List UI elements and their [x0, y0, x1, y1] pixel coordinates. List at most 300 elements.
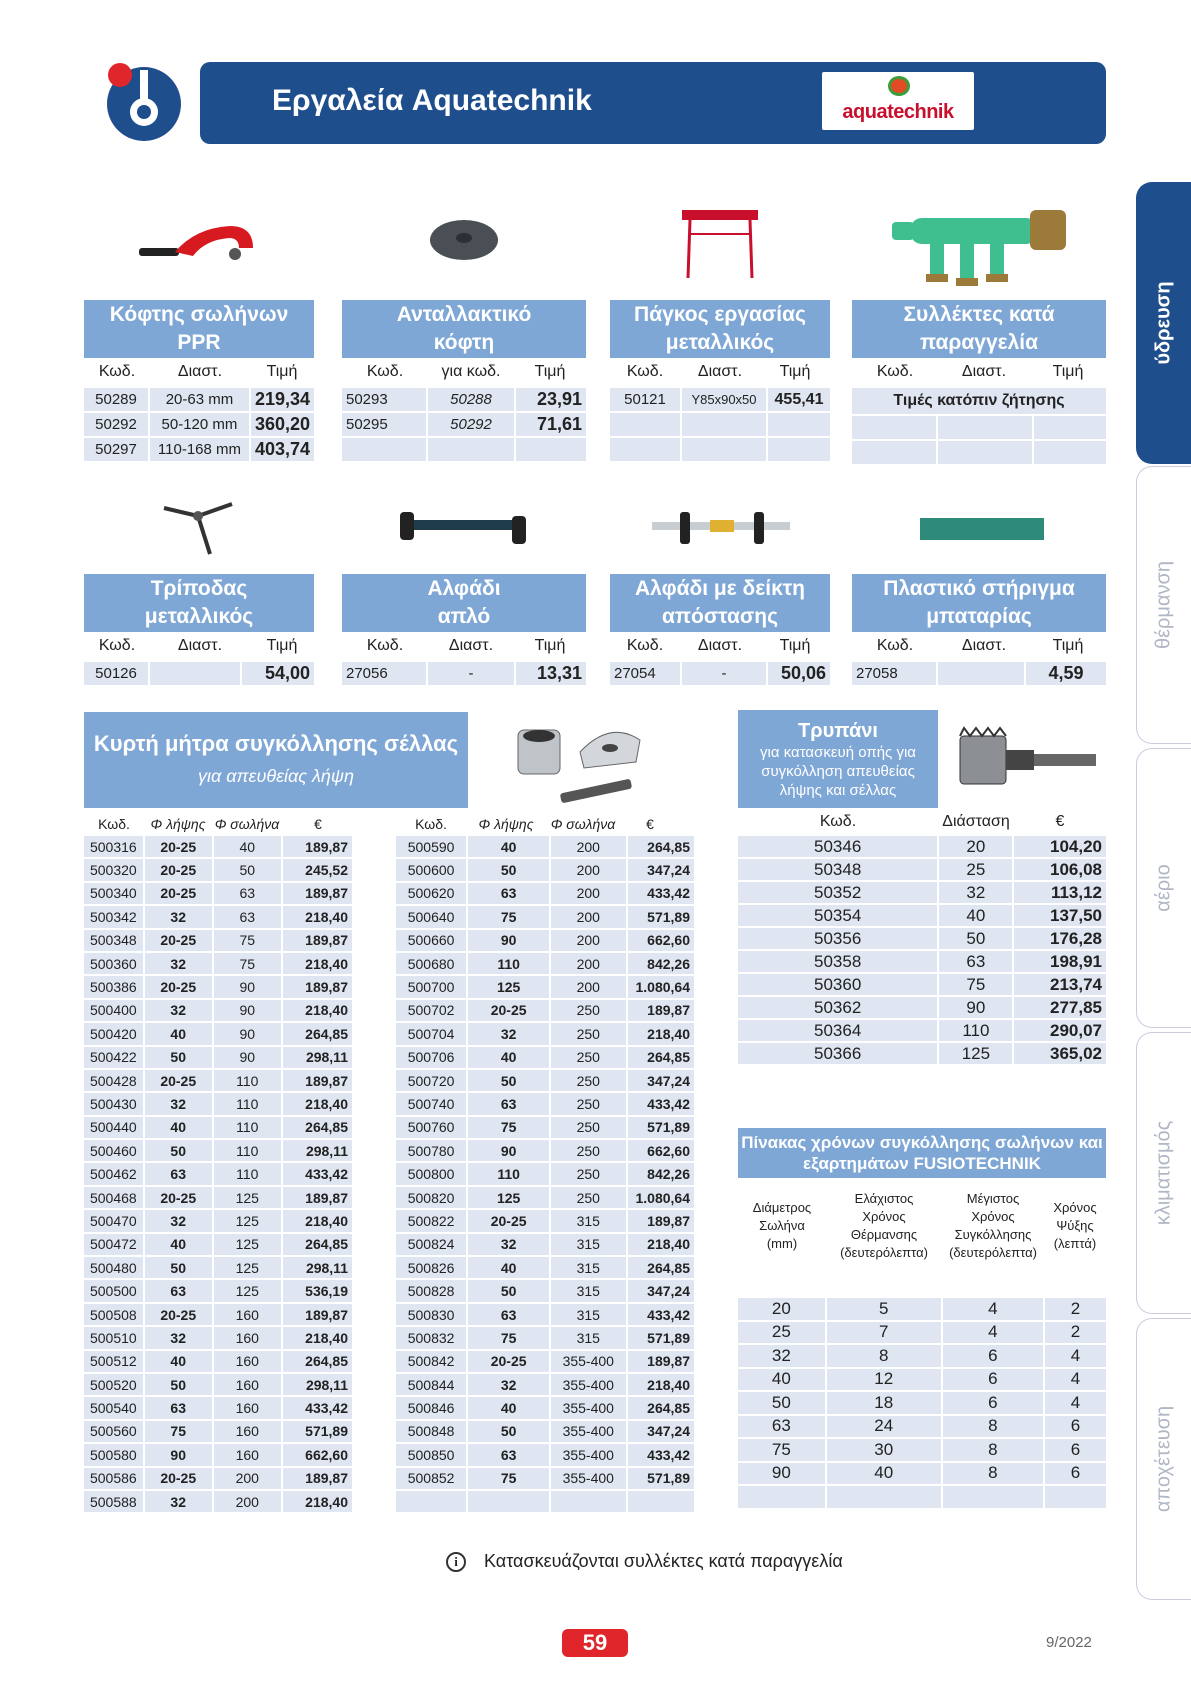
table-cell: 433,42 [628, 1444, 695, 1465]
table-cell: 500320 [84, 859, 143, 880]
table-cell: 1.080,64 [628, 976, 695, 997]
table-cell: 110 [214, 1117, 281, 1138]
drill-table [736, 834, 1108, 1066]
table-cell: 571,89 [283, 1421, 352, 1442]
table-cell: 50 [468, 1070, 549, 1091]
table-cell: 500590 [396, 836, 466, 857]
table-cell: 500832 [396, 1327, 466, 1348]
table-cell: 315 [551, 1304, 625, 1325]
table-cell: 20-25 [145, 883, 212, 904]
table-cell: 433,42 [628, 883, 695, 904]
table-cell: 500844 [396, 1374, 466, 1395]
tab-apoxeteusi[interactable]: αποχέτευση [1136, 1318, 1191, 1600]
table-cell: 4 [943, 1298, 1043, 1320]
table-cell: 500824 [396, 1234, 466, 1255]
table-cell: 200 [551, 953, 625, 974]
table-cell [1034, 441, 1106, 464]
table-cell: 160 [214, 1397, 281, 1418]
table-cell: 32 [468, 1023, 549, 1044]
table-cell: 189,87 [283, 930, 352, 951]
table-row [396, 1070, 694, 1091]
table-row [738, 836, 1106, 857]
table-row [610, 413, 830, 436]
table-row [396, 836, 694, 857]
table-cell: 20-25 [145, 836, 212, 857]
price-on-request: Τιμές κατόπιν ζήτησης [852, 388, 1106, 414]
saddle-right-headers: Κωδ. Φ λήψης Φ σωλήνα € [415, 816, 654, 832]
table-cell: 110 [214, 1093, 281, 1114]
tab-klimatismos[interactable]: κλιματισμός [1136, 1032, 1191, 1314]
table-row [84, 1374, 352, 1395]
table-cell: 50 [468, 1421, 549, 1442]
table-row [396, 1351, 694, 1372]
table-cell: 6 [1045, 1439, 1106, 1461]
table-cell: 500846 [396, 1397, 466, 1418]
table-cell: 500822 [396, 1210, 466, 1231]
table-row [84, 388, 314, 411]
table-cell [943, 1486, 1043, 1508]
table-cell: 40 [827, 1463, 941, 1485]
table-cell: 218,40 [283, 1210, 352, 1231]
table-cell: 500540 [84, 1397, 143, 1418]
table-cell: 200 [551, 859, 625, 880]
table-row [84, 1047, 352, 1068]
table-cell: 500520 [84, 1374, 143, 1395]
info-icon: i [446, 1552, 466, 1572]
table-cell: 160 [214, 1351, 281, 1372]
footer-note: Κατασκευάζονται συλλέκτες κατά παραγγελία [484, 1551, 843, 1571]
spirit-level-image [398, 510, 528, 546]
tab-thermansi[interactable]: θέρμανση [1136, 466, 1191, 744]
table-cell: 500848 [396, 1421, 466, 1442]
table-cell: 75 [468, 1117, 549, 1138]
table-row [84, 1327, 352, 1348]
table-row [738, 859, 1106, 880]
table-row [738, 1043, 1106, 1064]
table-row [84, 1117, 352, 1138]
table-cell: 198,91 [1014, 951, 1106, 972]
table-cell: 75 [214, 953, 281, 974]
table-cell: - [682, 662, 766, 685]
table-cell: 8 [943, 1439, 1043, 1461]
table-cell: 6 [943, 1392, 1043, 1414]
table-cell: 298,11 [283, 1140, 352, 1161]
table-cell: 355-400 [551, 1468, 625, 1489]
table-cell: 125 [939, 1043, 1012, 1064]
table-cell: 500360 [84, 953, 143, 974]
table-cell: - [428, 662, 514, 685]
table-row [84, 953, 352, 974]
table-row [396, 1163, 694, 1184]
table-cell: 113,12 [1014, 882, 1106, 903]
table-cell [428, 438, 514, 461]
price-table [82, 386, 316, 463]
table-cell: 40 [145, 1234, 212, 1255]
table-cell: 160 [214, 1421, 281, 1442]
table-cell [468, 1491, 549, 1512]
table-cell [852, 441, 936, 464]
table-row [738, 882, 1106, 903]
table-cell: 90 [214, 1023, 281, 1044]
table-row [84, 1163, 352, 1184]
table-cell: 13,31 [516, 662, 586, 685]
table-cell: 455,41 [768, 388, 830, 411]
table-cell: 40 [468, 1047, 549, 1068]
table-row [396, 1234, 694, 1255]
table-cell: 90 [145, 1444, 212, 1465]
pipe-cutter-image [135, 210, 260, 270]
hole-saw-image [950, 722, 1100, 798]
table-cell: 500462 [84, 1163, 143, 1184]
product-title: Ανταλλακτικό κόφτη [342, 300, 586, 358]
table-cell: 298,11 [283, 1257, 352, 1278]
table-cell: 63 [214, 883, 281, 904]
table-cell: 110 [214, 1163, 281, 1184]
table-cell: 4 [1045, 1392, 1106, 1414]
table-cell: 500430 [84, 1093, 143, 1114]
table-cell: 298,11 [283, 1047, 352, 1068]
table-cell: 218,40 [628, 1234, 695, 1255]
table-cell: 500560 [84, 1421, 143, 1442]
table-cell: 75 [468, 1327, 549, 1348]
table-cell: 571,89 [628, 1117, 695, 1138]
table-cell: 32 [145, 953, 212, 974]
table-row [84, 1468, 352, 1489]
product-cutter-blade [342, 300, 586, 463]
table-cell: 63 [145, 1163, 212, 1184]
table-cell: 20-25 [145, 859, 212, 880]
table-cell: 189,87 [283, 1070, 352, 1091]
table-cell: 4 [1045, 1345, 1106, 1367]
table-row [738, 1416, 1106, 1438]
table-cell: 63 [145, 1280, 212, 1301]
table-row [396, 1304, 694, 1325]
table-cell: 571,89 [628, 906, 695, 927]
table-cell: 50121 [610, 388, 680, 411]
table-row [396, 1327, 694, 1348]
table-cell: 500440 [84, 1117, 143, 1138]
table-cell: 355-400 [551, 1444, 625, 1465]
table-cell: 75 [214, 930, 281, 951]
product-tripod: Τρίποδας μεταλλικός Κωδ. Διαστ. Τιμή 50126 54,00 [84, 574, 314, 687]
brand-logo: aquatechnik [822, 72, 974, 130]
table-cell: 500830 [396, 1304, 466, 1325]
table-cell: 63 [214, 906, 281, 927]
column-headers: Κωδ. για κωδ. Τιμή [366, 363, 566, 380]
table-cell: 110 [214, 1070, 281, 1091]
table-row [396, 1491, 694, 1512]
table-row [84, 1070, 352, 1091]
table-cell: 110 [214, 1140, 281, 1161]
table-cell: 40 [738, 1369, 825, 1391]
tab-ydreusi[interactable]: ύδρευση [1136, 182, 1191, 464]
table-cell: 50292 [84, 413, 148, 436]
table-row [84, 438, 314, 461]
table-row [84, 1351, 352, 1372]
table-cell [682, 413, 766, 436]
table-cell: 500342 [84, 906, 143, 927]
table-row [738, 1486, 1106, 1508]
table-cell: 500468 [84, 1187, 143, 1208]
table-row [738, 1298, 1106, 1320]
table-cell: 245,52 [283, 859, 352, 880]
table-row [84, 859, 352, 880]
table-cell: 500512 [84, 1351, 143, 1372]
table-cell: 125 [468, 1187, 549, 1208]
table-cell: 20-25 [145, 1304, 212, 1325]
table-cell: 6 [943, 1369, 1043, 1391]
product-manifold [852, 300, 1106, 466]
table-cell: 500422 [84, 1047, 143, 1068]
table-cell: 125 [214, 1280, 281, 1301]
table-cell: 842,26 [628, 953, 695, 974]
table-row [396, 1047, 694, 1068]
table-cell: 4 [1045, 1369, 1106, 1391]
table-row [396, 1210, 694, 1231]
table-cell: 189,87 [283, 1187, 352, 1208]
table-row [396, 1117, 694, 1138]
table-cell: 355-400 [551, 1397, 625, 1418]
table-row [342, 662, 586, 685]
table-cell: 110 [468, 953, 549, 974]
table-cell: 50346 [738, 836, 937, 857]
table-cell: 63 [145, 1397, 212, 1418]
table-cell: 50295 [342, 413, 426, 436]
tab-aerio[interactable]: αέριο [1136, 748, 1191, 1028]
table-cell: 110 [468, 1163, 549, 1184]
table-cell: 18 [827, 1392, 941, 1414]
table-cell: 50,06 [768, 662, 830, 685]
table-cell: 25 [738, 1322, 825, 1344]
table-cell: 315 [551, 1210, 625, 1231]
table-row [396, 1444, 694, 1465]
table-cell: 290,07 [1014, 1020, 1106, 1041]
table-cell: 662,60 [283, 1444, 352, 1465]
table-row [84, 1280, 352, 1301]
table-row [396, 1023, 694, 1044]
table-cell: 218,40 [283, 953, 352, 974]
table-cell: 355-400 [551, 1421, 625, 1442]
plastic-support-image [918, 514, 1046, 544]
table-cell: 90 [468, 930, 549, 951]
table-cell: 189,87 [283, 1304, 352, 1325]
table-cell: 50297 [84, 438, 148, 461]
table-cell: 6 [1045, 1463, 1106, 1485]
table-cell: 200 [551, 836, 625, 857]
table-cell: 365,02 [1014, 1043, 1106, 1064]
table-cell: 218,40 [283, 1491, 352, 1512]
table-cell: 20-25 [468, 1210, 549, 1231]
table-cell: 75 [738, 1439, 825, 1461]
table-cell: 40 [468, 836, 549, 857]
table-row [396, 953, 694, 974]
table-cell: 500470 [84, 1210, 143, 1231]
table-cell: 218,40 [283, 1327, 352, 1348]
table-cell: 500420 [84, 1023, 143, 1044]
table-cell: 20-25 [145, 1468, 212, 1489]
drill-title-box: Τρυπάνι για κατασκευή οπής για συγκόλληση απευθείας λήψης και σέλλας [738, 710, 938, 808]
table-cell: 250 [551, 1140, 625, 1161]
table-cell: 75 [468, 906, 549, 927]
table-row [396, 906, 694, 927]
table-cell: 160 [214, 1327, 281, 1348]
product-spirit-level-distance: Αλφάδι με δείκτη απόστασης Κωδ. Διαστ. Τιμή 27054 - 50,06 [610, 574, 830, 687]
table-cell: 536,19 [283, 1280, 352, 1301]
table-cell: 4 [943, 1322, 1043, 1344]
table-cell: 30 [827, 1439, 941, 1461]
table-row [738, 1020, 1106, 1041]
table-cell: 20-63 mm [150, 388, 249, 411]
weld-title-box: Πίνακας χρόνων συγκόλλησης σωλήνων και εξαρτημάτων FUSIOTECHNIK [738, 1128, 1106, 1178]
table-cell: 50352 [738, 882, 937, 903]
table-row [738, 928, 1106, 949]
table-cell: 500826 [396, 1257, 466, 1278]
table-row [396, 1421, 694, 1442]
tripod-image [158, 496, 238, 558]
table-cell: 347,24 [628, 1421, 695, 1442]
table-cell: 50348 [738, 859, 937, 880]
price-table [608, 386, 832, 463]
table-cell: 106,08 [1014, 859, 1106, 880]
table-cell [738, 1486, 825, 1508]
table-cell: 189,87 [283, 883, 352, 904]
table-cell: 500586 [84, 1468, 143, 1489]
price-table [340, 386, 588, 463]
table-cell: 500340 [84, 883, 143, 904]
table-cell: 200 [551, 906, 625, 927]
table-cell: 500680 [396, 953, 466, 974]
table-cell: 40 [939, 905, 1012, 926]
table-cell: 218,40 [283, 1000, 352, 1021]
table-cell: 500428 [84, 1070, 143, 1091]
table-cell: 27058 [852, 662, 936, 685]
table-row [84, 930, 352, 951]
table-cell: 40 [145, 1117, 212, 1138]
product-plastic-support: Πλαστικό στήριγμα μπαταρίας Κωδ. Διαστ. Τιμή 27058 4,59 [852, 574, 1106, 687]
table-cell: 160 [214, 1304, 281, 1325]
page-title: Εργαλεία Aquatechnik [272, 84, 592, 117]
table-row [396, 1093, 694, 1114]
table-cell: 50 [145, 1374, 212, 1395]
table-cell [852, 416, 936, 439]
table-cell: 264,85 [628, 1047, 695, 1068]
table-row [738, 974, 1106, 995]
table-row [396, 1187, 694, 1208]
table-cell: 1.080,64 [628, 1187, 695, 1208]
table-cell: 500704 [396, 1023, 466, 1044]
table-cell: 50 [468, 1280, 549, 1301]
table-cell: 500706 [396, 1047, 466, 1068]
table-row [84, 906, 352, 927]
print-date: 9/2022 [1046, 1634, 1092, 1651]
table-cell: 160 [214, 1444, 281, 1465]
table-cell: 50366 [738, 1043, 937, 1064]
table-cell: 32 [145, 906, 212, 927]
table-cell: 264,85 [283, 1117, 352, 1138]
table-cell [150, 662, 240, 685]
table-cell: 264,85 [283, 1234, 352, 1255]
table-cell: 315 [551, 1327, 625, 1348]
table-cell: 433,42 [283, 1397, 352, 1418]
table-cell: 50292 [428, 413, 514, 436]
table-cell: 500828 [396, 1280, 466, 1301]
table-row [396, 1000, 694, 1021]
table-row [610, 438, 830, 461]
table-cell: 20-25 [468, 1351, 549, 1372]
cutter-blade-image [428, 218, 500, 262]
table-cell [1045, 1486, 1106, 1508]
table-cell: 32 [145, 1491, 212, 1512]
table-cell: 50354 [738, 905, 937, 926]
table-cell: 500600 [396, 859, 466, 880]
table-row [738, 997, 1106, 1018]
table-cell: 71,61 [516, 413, 586, 436]
table-cell: 264,85 [628, 1397, 695, 1418]
table-cell: 7 [827, 1322, 941, 1344]
table-cell: 218,40 [283, 1093, 352, 1114]
table-cell: 500580 [84, 1444, 143, 1465]
table-row [84, 1210, 352, 1231]
table-cell: 500800 [396, 1163, 466, 1184]
table-cell: 40 [468, 1257, 549, 1278]
table-cell: 50360 [738, 974, 937, 995]
product-pipe-cutter [84, 300, 314, 463]
table-cell: 264,85 [283, 1023, 352, 1044]
product-title: Συλλέκτες κατά παραγγελία [852, 300, 1106, 358]
table-row [84, 1093, 352, 1114]
table-cell: 277,85 [1014, 997, 1106, 1018]
table-cell: 32 [145, 1000, 212, 1021]
weld-column-header: Μέγιστος Χρόνος Συγκόλλησης (δευτερόλεπτα) [949, 1191, 1037, 1260]
table-row [396, 883, 694, 904]
table-row [396, 859, 694, 880]
saddle-table-right [394, 834, 696, 1514]
table-cell: 500780 [396, 1140, 466, 1161]
table-cell: 264,85 [628, 1257, 695, 1278]
table-cell [610, 438, 680, 461]
table-row [396, 1397, 694, 1418]
table-cell: 218,40 [628, 1023, 695, 1044]
table-cell: 63 [738, 1416, 825, 1438]
table-cell: 32 [145, 1093, 212, 1114]
table-row [396, 930, 694, 951]
table-cell [342, 438, 426, 461]
saddle-die-image [510, 712, 660, 808]
table-cell: 500700 [396, 976, 466, 997]
table-cell: 200 [551, 883, 625, 904]
table-cell: 250 [551, 1023, 625, 1044]
table-cell: 189,87 [283, 976, 352, 997]
table-cell: 571,89 [628, 1468, 695, 1489]
table-cell: 500400 [84, 1000, 143, 1021]
table-cell: 250 [551, 1070, 625, 1091]
table-row [84, 1000, 352, 1021]
table-cell: 347,24 [628, 1070, 695, 1091]
table-cell: 250 [551, 1047, 625, 1068]
table-cell: 403,74 [251, 438, 314, 461]
table-cell: 90 [214, 1000, 281, 1021]
table-row [738, 1439, 1106, 1461]
table-cell: 32 [468, 1374, 549, 1395]
table-row [738, 905, 1106, 926]
table-cell: 12 [827, 1369, 941, 1391]
table-row [84, 1491, 352, 1512]
table-cell: 27056 [342, 662, 426, 685]
weld-column-header: Διάμετρος Σωλήνα (mm) [752, 1200, 812, 1251]
table-row [84, 976, 352, 997]
table-cell: 137,50 [1014, 905, 1106, 926]
table-cell: 662,60 [628, 930, 695, 951]
